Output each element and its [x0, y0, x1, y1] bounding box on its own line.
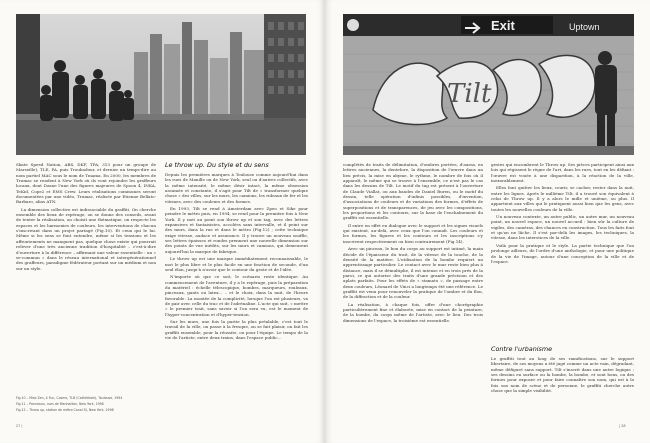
left-captions: [16, 396, 136, 412]
left-col1-para-1: Skate Speed Nation, ABS, DKF, TPA, 313 pour un groupe de Marseille), TLE, PA, puis Troubadour, et dernier un temps-dire au nom partiel MAC sous le nom de Tmama. En 2000, les membres de Trumac se rendent à New York où ils vont rejoindre les graffeurs locaux, dont Dzane l'une des figures majeures de Spoon 4, INKA, TeKid, Cope2 et EMS Crew. Leurs réalisations communes seront documentées par une vidéo, Trumac, réalisée par Etienne Bellato-Barbaro, alias ATN.: [16, 162, 156, 205]
right-col2-para-2: Elles font quitter les lieux, courir, se cacher, rester dans la nuit, entre les lignes. Après le millième Tilt, il a trouvé son équivalent à celui de Throw up. Il y a alors le mille et unième, ou plus. Il appartient aux villes qui le pratiquent aussi bien que les gens, avec toutes les nouvelles couleurs de la ville.: [491, 185, 634, 212]
right-page: [325, 0, 650, 443]
left-column-1: [16, 162, 156, 273]
right-col1-para-4: La réalisation, à chaque fois, offre d'une chorégraphie particulièrement fine et élaborée, mise en contact de la peinture, de la bombe, du corps même de l'artiste, avec le lieu. Des trois dimensions de l'espace, la troisième est essentielle.: [343, 301, 483, 323]
left-col2-para-3: Le throw up est une marque immédiatement reconnaissable, le mot le plus libre et le plus facile en une fraction de seconde, d'un seul élan, jusqu'à n'avoir que le contour du geste et de l'idée.: [165, 256, 308, 272]
left-col2-para-5: Sur les murs, une fois la partie la plus préalable, c'est tout le travail de la ville, on passe à la fresque, on se fait plaisir, on fait les graffiti ensemble, pour la réussite, ou pour l'équipe. Le tempo de la vie de l'artiste, entre deux trains, dans l'espace public…: [165, 318, 308, 340]
caption-fig-10: Fig.10 – Mise Zen, 4 Fun, Cosmo, TLB (Cathédrale), Toulouse, 1994: [16, 396, 123, 400]
uptown-sign: Uptown: [569, 22, 600, 32]
left-col2-para-2: En 1993, Tilt se rend à Amsterdam avec Zpeo et Sike pour peindre le métro puis, en 1994, se rend pour la première fois à New York. Il y met au point son throw up et son tag, avec des lettres expansives et fantaisistes, accolées sans intervalle, et il peint sur des murs, dans la rue et dans le métro (Fig.12) ; cette technique exige vitesse, audace et assurance. Il y trouve un nouveau souffle, ses lettres épaisses et rondes prennent une nouvelle dimension sur des points de vue inédits, sur les murs et camions, qui demeurent aujourd'hui la marque de fabrique.: [165, 206, 308, 254]
crew-rooftop-photo: [16, 14, 306, 155]
right-page-number: | 28: [619, 424, 626, 428]
exit-sign: Exit: [491, 18, 515, 33]
left-col2-para-1: Depuis les premières marques à Toulouse comme aujourd'hui dans les rues de Manille ou de New York, seul ou d'autres collectifs, avec la même intensité, le même désir intact, la même obsession assumée et constante, il s'agit pour Tilt de « transformer quelque chose » des villes, sur les murs, les camions, les rideaux de fer et les vitrines, avec des couleurs et des formes.: [165, 172, 308, 204]
right-column-2-continued: [491, 356, 634, 395]
subway-graffiti-photo: [343, 14, 634, 155]
right-col2-para-4: Voilà pour la pratique et le style. La partie technique que l'on prolonge ailleurs, de l'ordre d'une anthologie, et pour une politique de la vie de l'image, autour d'une conception de la ville et de l'espace.: [491, 242, 634, 264]
right-column-1: [343, 162, 483, 325]
left-column-2: [165, 172, 308, 342]
right-col1-para-3: Avec un pinceau, le bon du corps au support est intimé, la main décide de l'épaisseur du trait, de la vitesse de la touche, de la densité de la matière. L'utilisation de la bombe requiert un apprentissage particulier. Le contact avec le mur reste bien plus à distance, mais il se démultiplie, il est intense et en trois prés de la paroi, ce qui autorise des traits d'une grande précision et des aplats parfaits. Pour les effets de « stamato », de passage entre deux couleurs, Léonard de Vinci a longtemps été une référence. Le graffiti est venu pour renouveler la pratique de l'ombre et du flou, de la diffraction et de la couleur.: [343, 246, 483, 300]
right-col2-para-3: Un nouveau contexte, un autre public, un autre mur, un nouveau point, un nouvel espace, un nouvel accueil : bien sûr la culture de vigiles, des caméras, des chances en construction. Tous les faits font et qu'on ne lâche. Il s'est par-delà les images, les techniques, la vitesse, dans les interstices de la ville.: [491, 214, 634, 241]
left-col1-para-2: La dimension collective est indissociable du graffiti. On cherche ensemble des lieux de repérage, on se donne des conseils, avant de tenter la réalisation, on choisit une thématique, on respecte les espaces et les harmonies de couleurs, les interventions de chacun s'inscrivant dans un projet partagé (Fig.10). Et ceux qui le lui. Même si les sens se font entendre, même si les tensions et les affrontements ne manquent pas, quelque chose existe qui pourrait relever d'une très ancienne tradition d'hospitalité – c'est-à-dire d'ouverture à la différence – affirmant une valeur essentielle : un « se-commun » dans le réseau international et intergénérationnel des graffeurs, paradigme fédérateur portant sur un médium et non sur un style.: [16, 206, 156, 271]
section-heading-urbanisme: Contre l'urbanisme: [491, 345, 553, 353]
right-col1-para-1: complétés de traits de délimitation, d'ombres portées, d'auras, en lettres anciennes, la dentelure, la disposition de l'œuvre dans un lieu précis, la mise en abyme, le rythme, le nombre de fois où il apparaît, le même qui se trouve à l'ensemble, ce n'est pas le cas dans les dessins de Tilt. Le motif du tag est présent à l'ouverture de Claude Viallat, ou aux bandes de Daniel Buren, ou le motif du dessin, telle opération d'infinis possibles, d'invention, d'associations de couleurs et de variations des formes, d'effets de superpositions et de transparences, de jeu avec les compositions, les proportions et les contours, sur la base de l'enchaînement du graffiti est essentielle.: [343, 162, 483, 221]
subway-graffiti-photo-image: [343, 14, 634, 155]
right-col2-para-5: Le graffiti tout au long de ses ramifications, sur le support libertaire, de ses moyens a été jugé comme un acte vain, dégradant, même défiguré sans support. Tilt s'inscrit dans une autre logique : ses dessins en surface ou la bombe, la bombe, et sont bons, ou des formes pour exposer et pour faire connaître son nom, qui est à la fois son nom de scène et de personne, le graffiti cherche autre chose que la simple visibilité.: [491, 356, 634, 394]
left-col2-para-4: N'importe où que ce soit, le scénario reste identique. Au commencement de l'aventure, il y a le repérage, puis la préparation du matériel : échelle télescopique, bombes, marqueurs, rouleaux, pinceaux, gants ou latex… – et le choix, dans la nuit, de l'heure favorable. La montée de la complicité, lorsque l'on est plusieurs, va de pair avec celle du trac et de l'adrénaline. L'acte qui suit, « mettre » le premier trait, sans savoir si l'on sera vu, est le moment de l'hyper-concentration et d'hyper-tension.: [165, 274, 308, 317]
right-col1-para-2: Il entre en effet en dialogue avec le support et les signes visuels qui existent, au-delà, avec ceux que l'on connaît. Les couleurs et les formes, les figures et les contours et les inscriptions s'y inscrivent respectivement ou bien contrairement (Fig.14).: [343, 222, 483, 244]
section-heading-throw-up: Le throw up. Du style et du sens: [165, 161, 269, 169]
right-column-2: [491, 162, 634, 266]
caption-fig-11: Fig.11 – Panneaux, rues de Manhattan, New York, 1998: [16, 402, 104, 406]
crew-rooftop-photo-image: [16, 14, 306, 155]
right-col2-para-1: gestes qui encombrent le Throw up. Ses pièces participent ainsi aux lois qui régissent le règne de l'art, dans les rues, tout en les défiant : l'œuvre est vouée à une disparition, à la réaction de la ville, inexorablement.: [491, 162, 635, 184]
graffiti-tag: Tilt: [447, 79, 492, 109]
caption-fig-12: Fig.12 – Throw up, station de métro Canal St, New York, 1998: [16, 408, 114, 412]
left-page-number: 27 |: [16, 424, 23, 428]
